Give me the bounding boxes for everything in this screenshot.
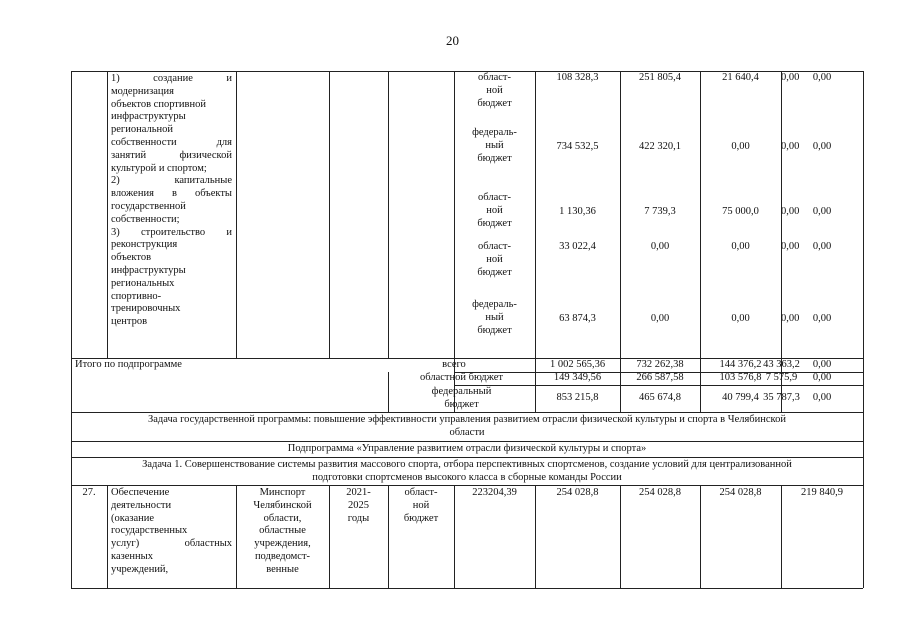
budget-value: 223204,39 — [472, 487, 517, 498]
period-line: годы — [347, 512, 370, 524]
table-bottom-border — [71, 588, 863, 589]
executor-line: областные — [259, 525, 306, 537]
funding-source: бюджет — [444, 399, 479, 410]
task-heading: подготовки спортсменов высокого класса в сборные команды России — [312, 472, 622, 483]
budget-value: 0,00 — [812, 241, 832, 252]
budget-value: 732 262,38 — [636, 359, 684, 370]
funding-source: бюджет — [477, 98, 512, 109]
description-line: деятельности — [111, 499, 172, 511]
description-line: учреждений, — [111, 563, 169, 575]
executor-line: Минспорт — [259, 487, 306, 498]
description-line: реконструкция — [111, 239, 178, 251]
budget-value: 422 320,1 — [639, 141, 681, 152]
description-line: объектов спортивной — [111, 98, 206, 110]
program-task-heading: Задача государственной программы: повышение эффективности управления развитием отрасли физической культуры и спорта в Челябинской — [148, 414, 786, 425]
budget-value: 1 002 565,36 — [549, 359, 606, 370]
description-line: культурой и спортом; — [111, 162, 207, 174]
budget-value: 63 874,3 — [559, 313, 596, 324]
budget-value: 0,00 — [731, 141, 750, 152]
description-line: услуг) областных — [111, 538, 232, 550]
task-heading: Задача 1. Совершенствование системы развития массового спорта, отбора перспективных спортсменов, создание условий для централизованной — [142, 459, 792, 470]
funding-source: бюджет — [403, 512, 439, 524]
funding-source: федеральный — [431, 386, 492, 397]
funding-source: ный — [485, 140, 504, 151]
budget-value: 0,00 — [812, 72, 832, 83]
budget-value: 254 028,8 — [719, 487, 762, 498]
column-divider — [700, 485, 701, 588]
budget-value: 0,00 — [812, 313, 832, 324]
column-divider — [535, 485, 536, 588]
description-line: инфраструктуры — [111, 265, 186, 276]
subprogram-heading: Подпрограмма «Управление развитием отрасли физической культуры и спорта» — [287, 443, 647, 454]
description-line: казенных — [111, 551, 153, 562]
funding-source: бюджет — [477, 267, 512, 278]
column-divider — [620, 485, 621, 588]
budget-value: 0,00 — [812, 392, 832, 403]
budget-value: 0,00 — [650, 313, 670, 324]
funding-source: област- — [478, 241, 511, 252]
budget-value: 75 000,0 — [722, 206, 759, 217]
budget-value: 0,00 — [812, 141, 832, 152]
budget-value: 35 787,3 — [763, 392, 800, 403]
description-line: инфраструктуры — [111, 111, 186, 123]
description-line: собственности; — [111, 213, 180, 225]
budget-value: 108 328,3 — [556, 72, 599, 83]
budget-value: 0,00 — [781, 313, 800, 324]
row-divider — [71, 441, 863, 442]
funding-source: ной — [486, 205, 503, 216]
description-line: собственности для — [111, 137, 232, 148]
description-line: объектов — [111, 252, 152, 264]
budget-value: 0,00 — [781, 241, 800, 252]
description-line: государственной — [111, 201, 186, 212]
description-line: вложения в объекты — [111, 188, 232, 200]
budget-value: 0,00 — [781, 72, 800, 83]
description-line: тренировочных — [111, 303, 181, 315]
budget-value: 251 805,4 — [639, 72, 681, 83]
executor-line: области, — [263, 512, 302, 524]
subtotal-label: Итого по подпрограмме — [75, 359, 182, 370]
column-divider — [454, 485, 455, 588]
description-line: занятий физической — [111, 149, 232, 161]
budget-value: 103 576,8 — [719, 372, 762, 383]
funding-source: област- — [478, 72, 511, 83]
description-line: (оказание — [111, 512, 155, 524]
executor-line: Челябинской — [253, 499, 312, 511]
funding-source: бюджет — [477, 325, 512, 336]
description-line: центров — [111, 316, 148, 328]
description-line: Обеспечение — [111, 487, 170, 498]
program-task-heading: области — [449, 427, 485, 438]
description-line: региональных — [111, 277, 175, 289]
column-divider — [781, 485, 782, 588]
column-divider — [107, 485, 108, 588]
row-divider — [71, 485, 863, 486]
funding-source: ной — [486, 254, 503, 265]
column-divider — [329, 71, 330, 358]
budget-value: 266 587,58 — [636, 372, 684, 383]
period-line: 2021- — [346, 487, 371, 498]
budget-value: 0,00 — [812, 206, 832, 217]
executor-line: учреждения, — [254, 538, 311, 550]
executor-line: подведомст- — [254, 551, 311, 562]
budget-value: 254 028,8 — [639, 487, 681, 498]
table-left-border — [71, 71, 72, 588]
budget-value: 0,00 — [781, 206, 800, 217]
budget-value: 149 349,56 — [553, 372, 602, 383]
column-divider — [388, 71, 389, 358]
budget-value: 0,00 — [731, 241, 750, 252]
funding-source: ной — [412, 499, 430, 511]
budget-table — [71, 71, 863, 589]
budget-value: 853 215,8 — [556, 392, 599, 403]
table-right-border — [863, 71, 864, 588]
funding-source: всего — [442, 359, 466, 370]
budget-value: 0,00 — [731, 313, 750, 324]
description-line: модернизация — [111, 85, 174, 97]
budget-value: 734 532,5 — [556, 141, 599, 152]
budget-value: 254 028,8 — [556, 487, 599, 498]
description-line: региональной — [111, 124, 173, 136]
funding-source: областной бюджет — [420, 372, 503, 383]
budget-value: 43 363,2 — [763, 359, 800, 370]
budget-value: 0,00 — [650, 241, 670, 252]
funding-source: федераль- — [472, 127, 517, 138]
description-line: 3) строительство и — [111, 226, 232, 238]
page-number: 20 — [446, 33, 459, 48]
row-divider — [71, 412, 863, 413]
description-line: государственных — [111, 525, 188, 537]
period-line: 2025 — [348, 499, 369, 511]
budget-value: 7 739,3 — [644, 206, 676, 217]
budget-value: 33 022,4 — [559, 241, 596, 252]
budget-value: 7 575,9 — [765, 372, 798, 383]
budget-value: 1 130,36 — [559, 206, 596, 217]
budget-value: 219 840,9 — [801, 487, 843, 498]
funding-source: област- — [478, 192, 511, 203]
funding-source: бюджет — [477, 218, 512, 229]
column-divider — [107, 71, 108, 358]
budget-value: 40 799,4 — [722, 392, 759, 403]
budget-value: 0,00 — [812, 372, 832, 383]
budget-value: 144 376,2 — [719, 359, 762, 370]
description-line: спортивно- — [111, 290, 162, 302]
budget-value: 21 640,4 — [722, 72, 759, 83]
column-divider — [236, 71, 237, 358]
row-divider — [71, 457, 863, 458]
budget-value: 0,00 — [781, 141, 800, 152]
description-line: 2) капитальные — [111, 175, 232, 187]
funding-source: ной — [486, 85, 503, 96]
row-number: 27. — [82, 487, 96, 498]
funding-source: бюджет — [477, 153, 512, 164]
description-line: 1) создание и — [111, 73, 232, 84]
executor-line: венные — [266, 563, 299, 575]
funding-source: федераль- — [472, 299, 517, 310]
budget-value: 465 674,8 — [639, 392, 681, 403]
funding-source: ный — [485, 312, 504, 323]
budget-value: 0,00 — [812, 359, 832, 370]
funding-source: област- — [404, 487, 438, 498]
